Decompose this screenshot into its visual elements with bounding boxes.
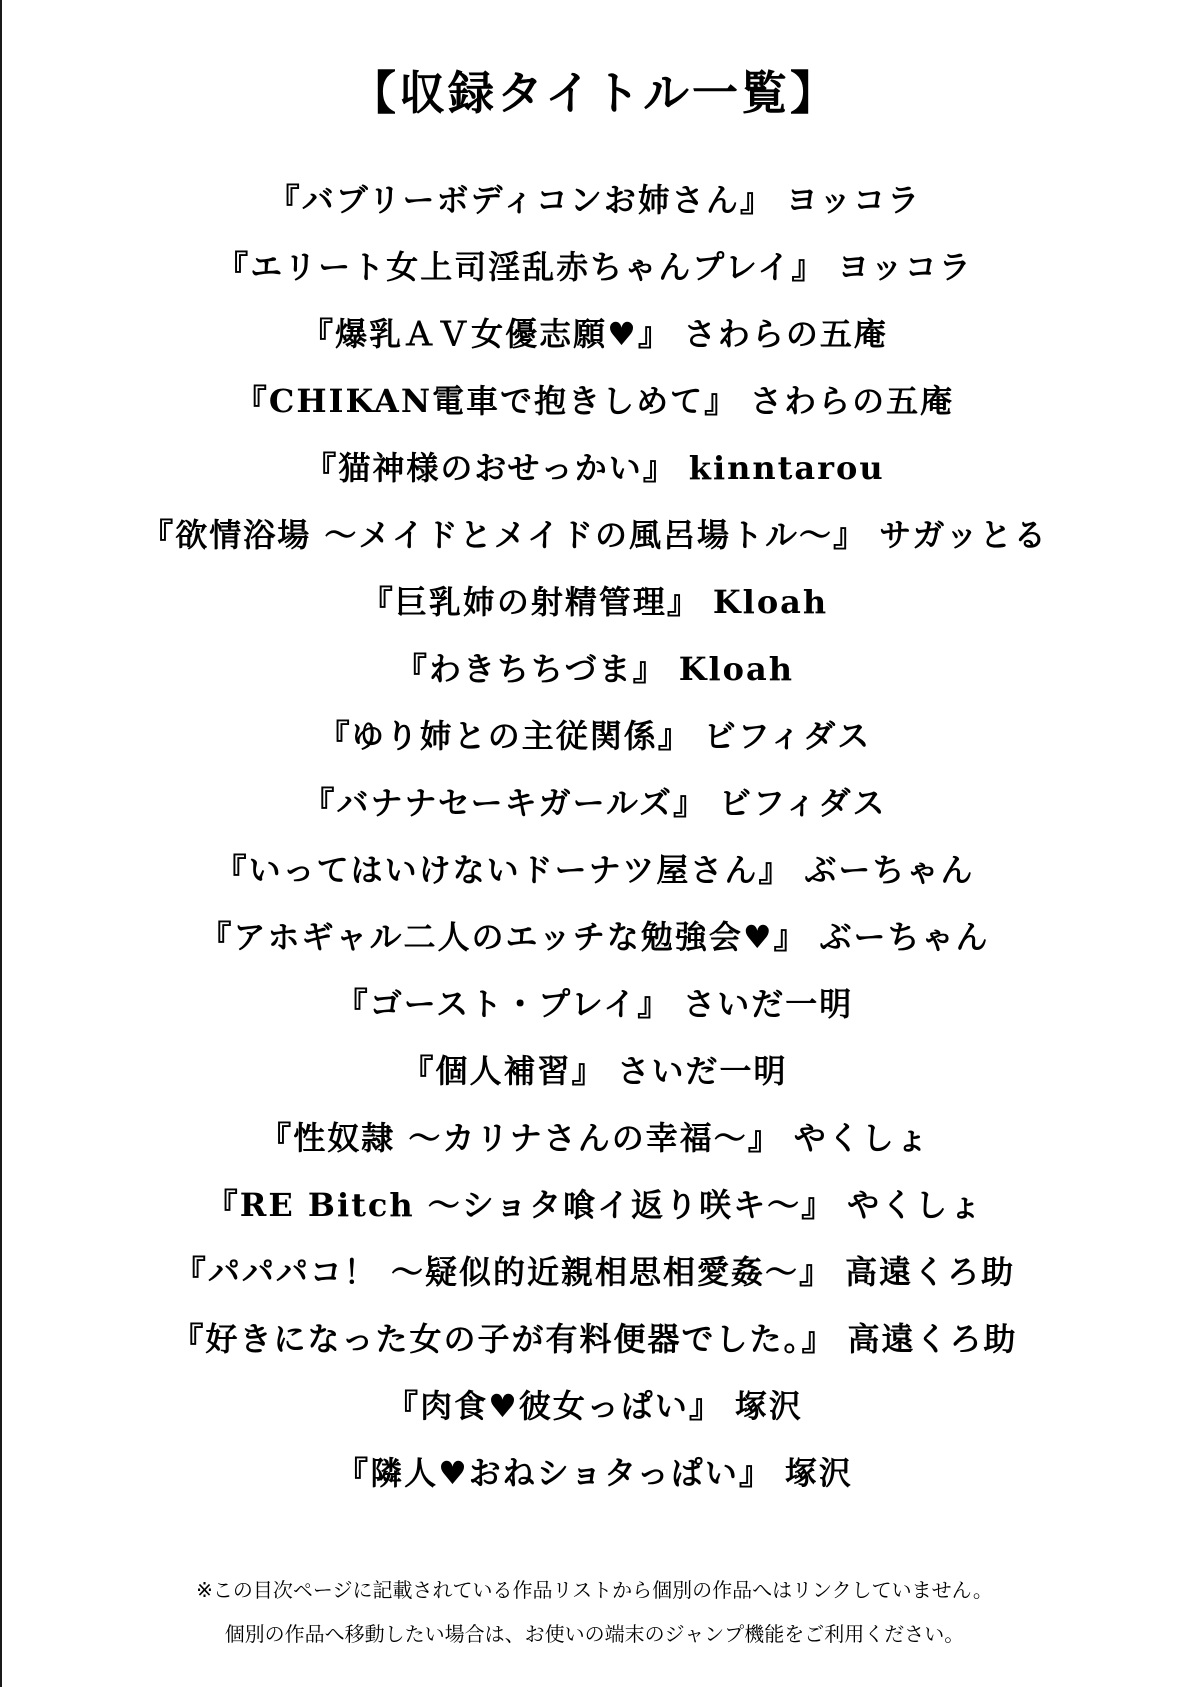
- author-name: 塚沢: [784, 1454, 853, 1492]
- work-title: 『アホギャル二人のエッチな勉強会♥』: [199, 918, 808, 956]
- list-item: [0, 435, 1189, 502]
- work-title: 『好きになった女の子が有料便器でした。』: [171, 1320, 836, 1358]
- list-item: [0, 569, 1189, 636]
- work-title: 『肉食♥彼女っぱい』: [386, 1387, 723, 1425]
- work-title: 『欲情浴場 ～メイドとメイドの風呂場トル～』: [141, 516, 868, 554]
- list-item: [0, 1105, 1189, 1172]
- work-title: 『バナナセーキガールズ』: [302, 784, 708, 822]
- work-title: 『いってはいけないドーナツ屋さん』: [214, 851, 793, 889]
- author-name: ぶーちゃん: [819, 918, 990, 956]
- work-title: 『爆乳ＡＶ女優志願♥』: [301, 315, 672, 353]
- list-item: [0, 1373, 1189, 1440]
- author-name: ヨッコラ: [785, 181, 922, 219]
- list-item: [0, 1172, 1189, 1239]
- page-title: 【収録タイトル一覧】: [349, 66, 840, 120]
- list-item: [0, 234, 1189, 301]
- author-name: ビフィダス: [703, 717, 872, 755]
- work-title: 『性奴隷 ～カリナさんの幸福～』: [259, 1119, 782, 1157]
- author-name: さいだ一明: [683, 985, 854, 1023]
- list-item: [0, 1038, 1189, 1105]
- footer-note-line-1: ※この目次ページに記載されている作品リストから個別の作品へはリンクしていません。: [196, 1578, 993, 1602]
- list-item: [0, 703, 1189, 770]
- list-item: [0, 301, 1189, 368]
- author-name: さわらの五庵: [683, 315, 888, 353]
- title-list: [0, 167, 1189, 1507]
- work-title: 『パパパコ！ ～疑似的近親相思相愛姦～』: [173, 1253, 834, 1291]
- work-title: 『バブリーボディコンお姉さん』: [267, 181, 774, 219]
- work-title: 『猫神様のおせっかい』: [304, 449, 677, 487]
- author-name: サガッとる: [879, 516, 1048, 554]
- list-item: [0, 1306, 1189, 1373]
- author-name: Kloah: [712, 583, 829, 621]
- author-name: さいだ一明: [617, 1052, 788, 1090]
- work-title: 『RE Bitch ～ショタ喰イ返り咲キ～』: [205, 1186, 836, 1224]
- work-title: 『わきちちづま』: [395, 650, 667, 688]
- list-item: [0, 368, 1189, 435]
- author-name: 塚沢: [734, 1387, 803, 1425]
- list-item: [0, 837, 1189, 904]
- work-title: 『CHIKAN電車で抱きしめて』: [234, 382, 739, 420]
- author-name: やくしょ: [793, 1119, 930, 1157]
- work-title: 『エリート女上司淫乱赤ちゃんプレイ』: [216, 248, 826, 286]
- author-name: 高遠くろ助: [845, 1253, 1016, 1291]
- work-title: 『隣人♥おねショタっぱい』: [336, 1454, 773, 1492]
- list-item: [0, 167, 1189, 234]
- author-name: さわらの五庵: [750, 382, 955, 420]
- list-item: [0, 971, 1189, 1038]
- author-name: ビフィダス: [719, 784, 887, 822]
- work-title: 『個人補習』: [401, 1052, 606, 1090]
- list-item: [0, 770, 1189, 837]
- author-name: 高遠くろ助: [847, 1320, 1018, 1358]
- list-item: [0, 502, 1189, 569]
- list-item: [0, 636, 1189, 703]
- author-name: やくしょ: [847, 1186, 984, 1224]
- author-name: ヨッコラ: [837, 248, 973, 286]
- footer-note-line-2: 個別の作品へ移動したい場合は、お使いの端末のジャンプ機能をご利用ください。: [224, 1622, 965, 1646]
- list-item: [0, 1440, 1189, 1507]
- author-name: kinntarou: [688, 449, 885, 487]
- work-title: 『ゆり姉との主従関係』: [317, 717, 692, 755]
- author-name: Kloah: [678, 650, 794, 688]
- list-item: [0, 1239, 1189, 1306]
- footer-note: [0, 1568, 1189, 1656]
- list-item: [0, 904, 1189, 971]
- work-title: 『巨乳姉の射精管理』: [360, 583, 701, 621]
- work-title: 『ゴースト・プレイ』: [335, 985, 672, 1023]
- author-name: ぶーちゃん: [804, 851, 975, 889]
